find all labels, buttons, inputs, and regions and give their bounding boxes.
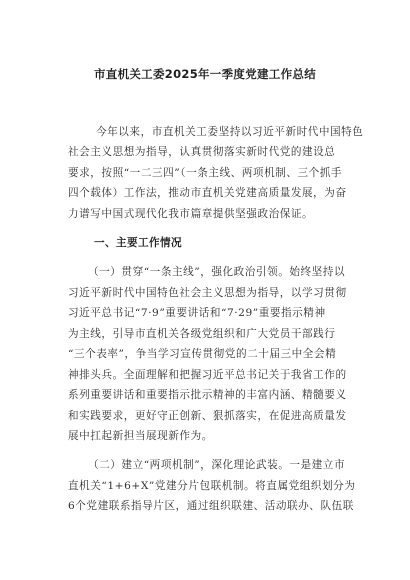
document-title: 市直机关工委2025年一季度党建工作总结 (93, 67, 316, 81)
paragraph-line: （二）建立“两项机制”，深化理论武装。一是建立市 (88, 459, 346, 471)
paragraph-line: 和实践要求，更好守正创新、狠抓落实，在促进高质量发 (68, 410, 347, 422)
intro-line: 力谱写中国式现代化我市篇章提供坚强政治保证。 (68, 208, 314, 220)
paragraph-line: 6个党建联系指导片区，通过组织联建、活动联办、队伍联 (68, 500, 354, 512)
paragraph-line: （一）贯穿“一条主线”，强化政治引领。始终坚持以 (88, 266, 346, 278)
intro-line: 今年以来，市直机关工委坚持以习近平新时代中国特色 (96, 126, 364, 138)
paragraph-line: 神排头兵。全面理解和把握习近平总书记关于我省工作的 (68, 369, 347, 381)
intro-line: 要求，按照“一二三四”（一条主线、两项机制、三个抓手 (68, 167, 343, 179)
paragraph-line: 习近平总书记“7·9”重要讲话和“7·29”重要指示精神 (68, 307, 326, 319)
paragraph-line: 习近平新时代中国特色社会主义思想为指导，以学习贯彻 (68, 287, 347, 299)
paragraph-line: 系列重要讲话和重要指示批示精神的丰富内涵、精髓要义 (68, 389, 347, 401)
paragraph-line: 直机关“1+6+X”党建分片包联机制。将直属党组织划分为 (68, 480, 356, 492)
intro-line: 社会主义思想为指导，认真贯彻落实新时代党的建设总 (68, 146, 336, 158)
section-heading: 一、主要工作情况 (94, 237, 182, 249)
intro-line: 四个载体）工作法，推动市直机关党建高质量发展，为奋 (68, 187, 347, 199)
paragraph-line: 展中扛起新担当展现新作为。 (68, 430, 213, 442)
paragraph-line: “三个表率”，争当学习宣传贯彻党的二十届三中全会精 (68, 348, 337, 360)
paragraph-line: 为主线，引导市直机关各级党组织和广大党员干部践行 (68, 328, 336, 340)
